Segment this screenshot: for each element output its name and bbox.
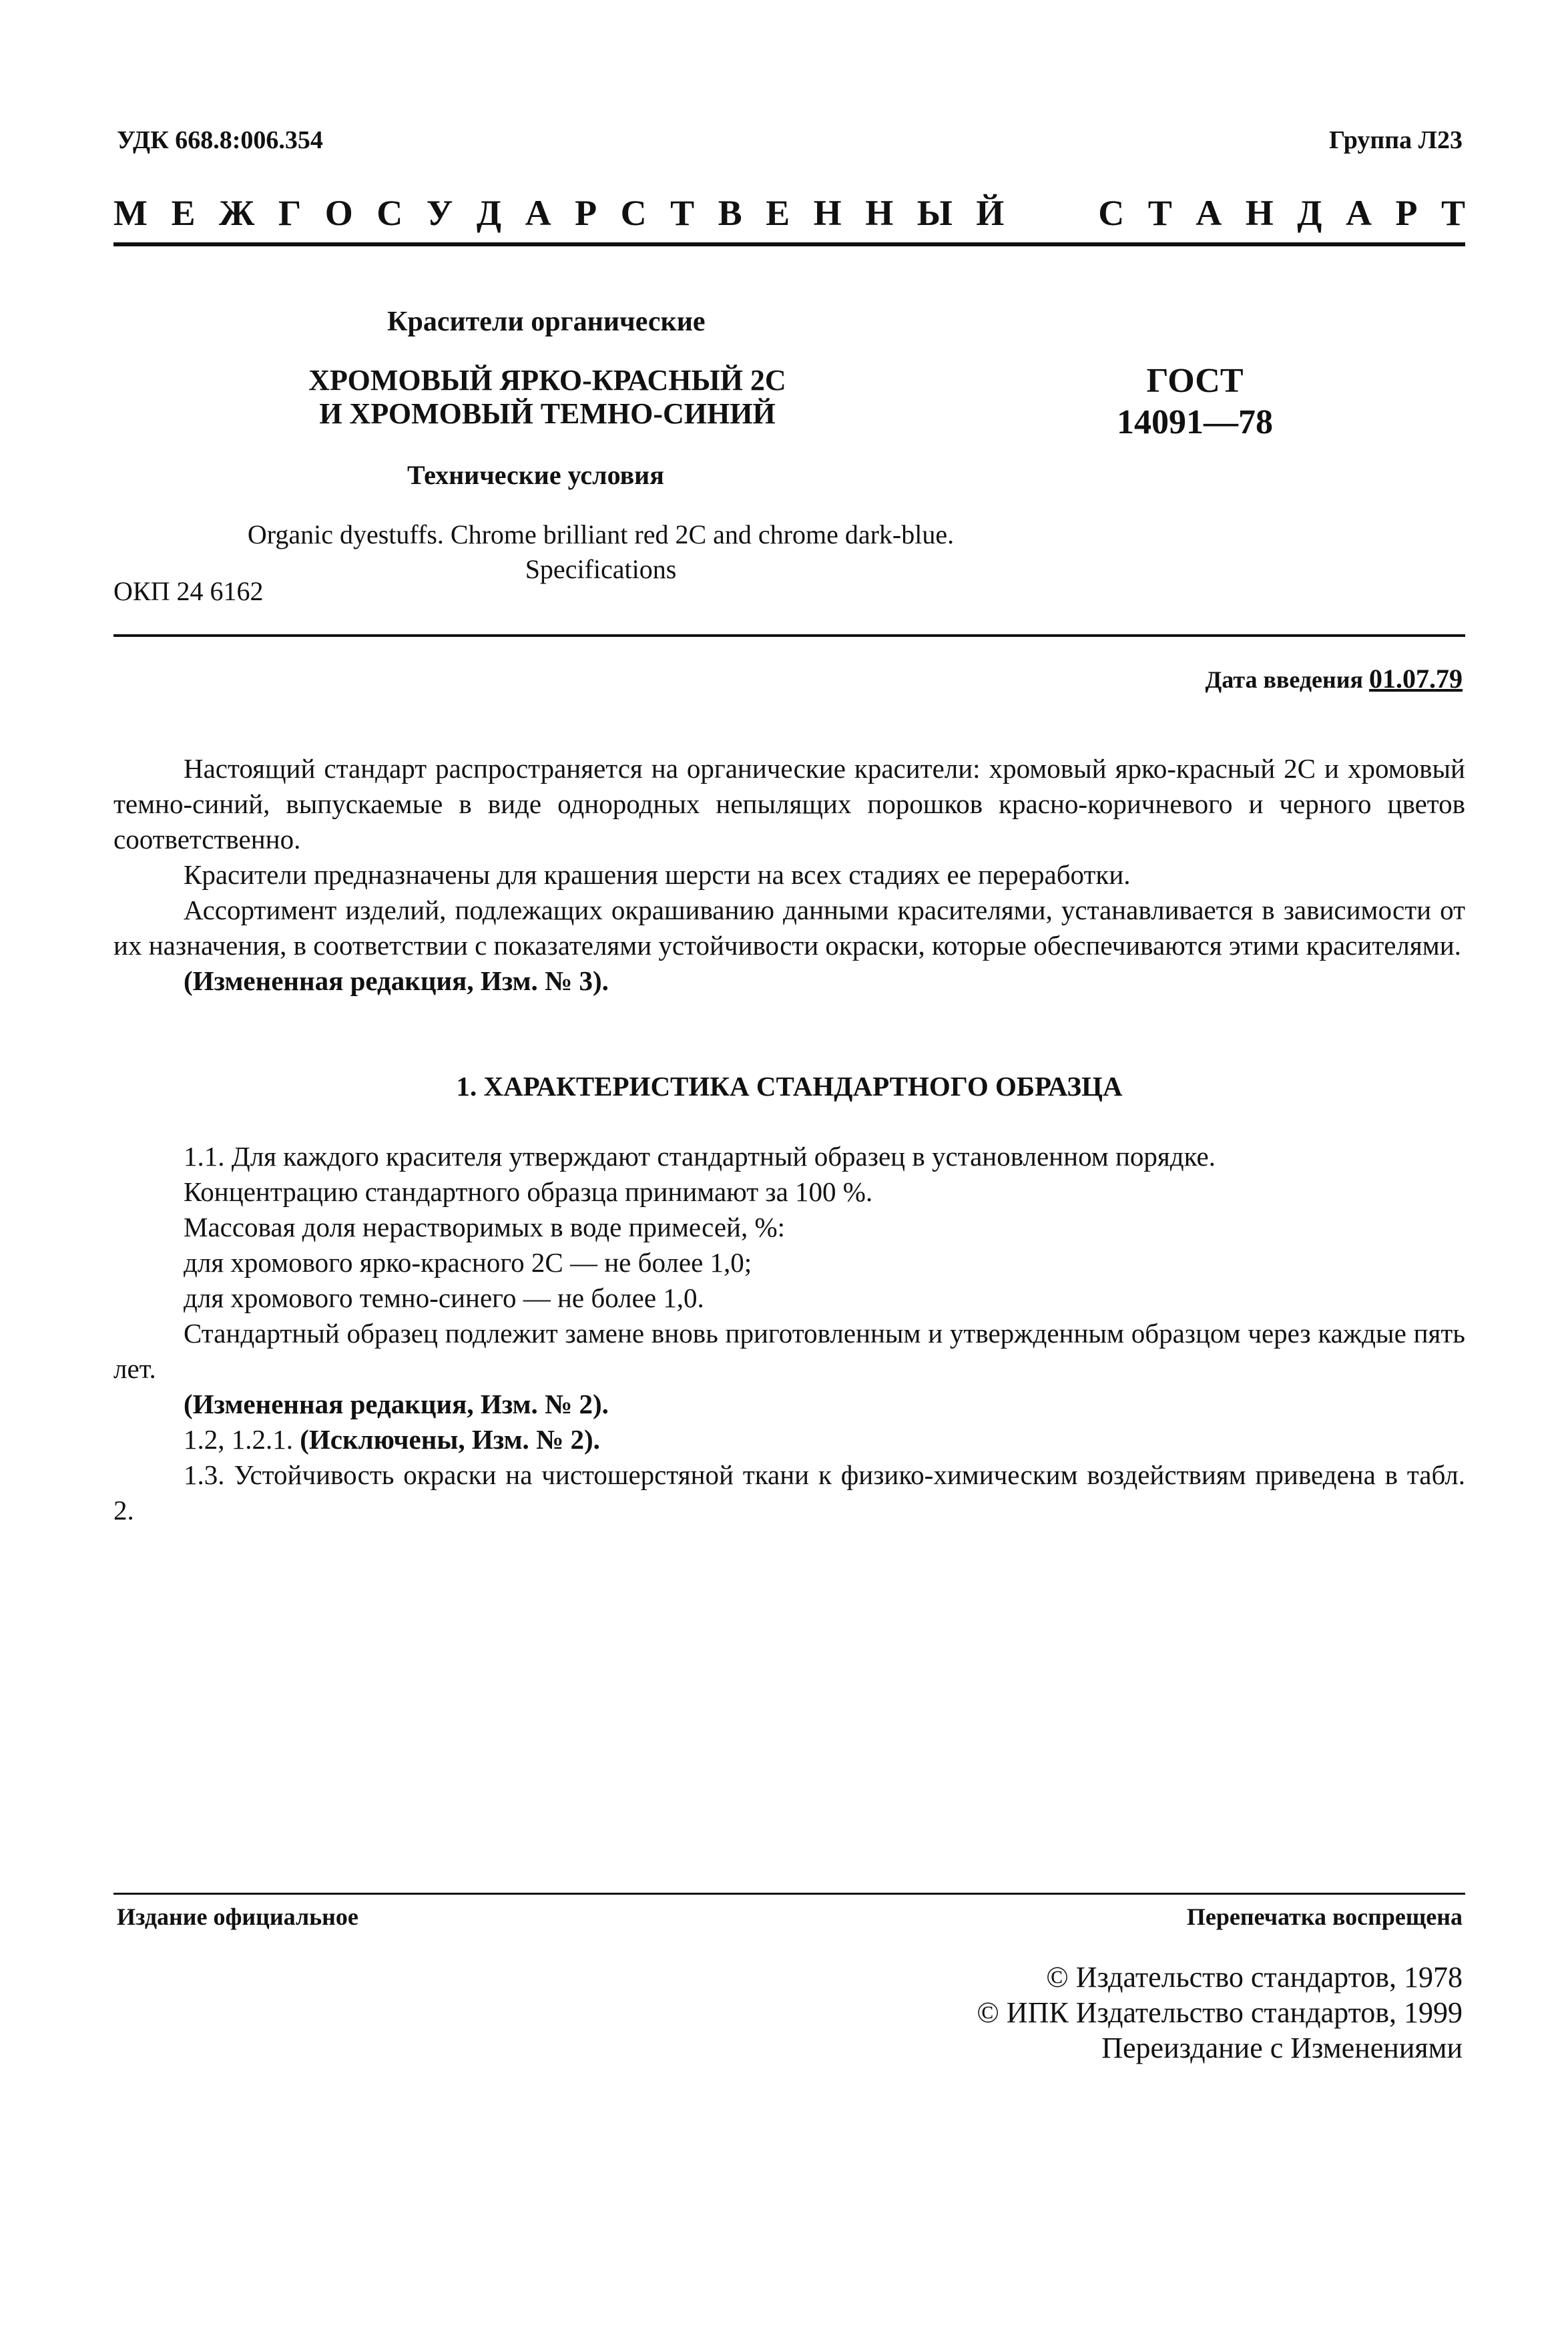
banner-letter: С: [376, 193, 403, 233]
introduction-date: [1206, 663, 1463, 694]
banner-letter: С: [1098, 193, 1125, 233]
banner-letter: Р: [575, 193, 597, 233]
intro-paragraph: Красители предназначены для крашения шерсти на всех стадиях ее переработки.: [184, 859, 1131, 890]
english-title-line: Organic dyestuffs. Chrome brilliant red 2C and chrome dark-blue.: [247, 519, 955, 549]
section-paragraph: для хромового темно-синего — не более 1,0.: [184, 1283, 704, 1313]
introduction-date-value: 01.07.79: [1369, 664, 1463, 694]
banner-letter: Д: [476, 193, 502, 233]
section-heading: 1. ХАРАКТЕРИСТИКА СТАНДАРТНОГО ОБРАЗЦА: [456, 1071, 1123, 1102]
banner-word-gap: [1028, 192, 1075, 234]
banner-letter: С: [620, 193, 647, 233]
dye-category: Красители органические: [387, 306, 706, 337]
banner-letter: Т: [1441, 193, 1465, 233]
banner-letter: Т: [670, 193, 695, 233]
section-paragraph: 1.1. Для каждого красителя утверждают стандартный образец в установленном порядке.: [184, 1141, 1216, 1172]
section-paragraph: для хромового ярко-красного 2С — не более 1,0;: [184, 1247, 752, 1278]
okp-code: ОКП 24 6162: [113, 576, 264, 606]
banner-letter: А: [1196, 193, 1222, 233]
gost-number: 14091—78: [1117, 403, 1273, 441]
clause-number: 1.2, 1.2.1.: [184, 1424, 300, 1455]
banner-letter: Т: [1147, 193, 1172, 233]
subtitle: Технические условия: [407, 460, 664, 490]
banner-letter: А: [525, 193, 551, 233]
copyright-line: © Издательство стандартов, 1978: [1046, 1961, 1463, 1994]
interstate-standard-banner: [113, 192, 1465, 234]
banner-letter: Й: [976, 193, 1005, 233]
gost-designation: [1095, 361, 1295, 443]
reissue-note: Переиздание с Изменениями: [1101, 2032, 1463, 2064]
banner-letter: Н: [1245, 193, 1274, 233]
section-paragraph: [113, 1422, 1465, 1457]
udk-code: УДК 668.8:006.354: [117, 126, 323, 154]
banner-letter: Н: [813, 193, 842, 233]
banner-letter: О: [324, 193, 353, 233]
intro-paragraph: Ассортимент изделий, подлежащих окрашиванию данными красителями, устанавливается в зависимости от их назначения, в соответствии с показателями устойчивости окраски, которые обеспечиваются этими красителями.: [113, 895, 1465, 961]
amendment-note: (Измененная редакция, Изм. № 2).: [184, 1389, 609, 1419]
copyright-line: © ИПК Издательство стандартов, 1999: [977, 1996, 1463, 2029]
banner-letter: Ж: [219, 193, 255, 233]
official-edition: Издание официальное: [117, 1903, 358, 1930]
amendment-note: (Измененная редакция, Изм. № 3).: [184, 965, 609, 996]
copyright-block: [977, 1959, 1463, 2066]
banner-letter: Д: [1297, 193, 1322, 233]
section-paragraph: Стандартный образец подлежит замене вновь приготовленным и утвержденным образцом через каждые пять лет.: [113, 1318, 1465, 1384]
introduction-date-label: Дата введения: [1205, 666, 1363, 693]
banner-letter: Ы: [917, 193, 953, 233]
gost-label: ГОСТ: [1146, 362, 1244, 400]
footer-rule: [113, 1893, 1465, 1895]
section-paragraph: Концентрацию стандартного образца принимают за 100 %.: [184, 1176, 873, 1207]
title-line: ХРОМОВЫЙ ЯРКО-КРАСНЫЙ 2С: [308, 364, 786, 397]
banner-letter: Н: [865, 193, 894, 233]
banner-letter: А: [1345, 193, 1372, 233]
document-body: [113, 751, 1465, 1528]
section-paragraph: Массовая доля нерастворимых в воде примесей, %:: [184, 1212, 786, 1242]
title-block-rule: [113, 634, 1465, 637]
banner-letter: Р: [1395, 193, 1418, 233]
banner-letter: У: [426, 193, 453, 233]
group-code: Группа Л23: [1328, 126, 1463, 154]
banner-rule: [113, 242, 1465, 246]
banner-letter: В: [718, 193, 742, 233]
banner-letter: Г: [278, 193, 302, 233]
reprint-prohibited: Перепечатка воспрещена: [1186, 1903, 1463, 1930]
banner-letter: Е: [171, 193, 196, 233]
title-line: И ХРОМОВЫЙ ТЕМНО-СИНИЙ: [319, 397, 776, 430]
english-title: [134, 517, 1068, 587]
banner-letter: Е: [766, 193, 790, 233]
section-paragraph: 1.3. Устойчивость окраски на чистошерстяной ткани к физико-химическим воздействиям приведена в табл. 2.: [113, 1459, 1465, 1526]
amendment-note: (Исключены, Изм. № 2).: [300, 1424, 600, 1455]
english-title-line: Specifications: [525, 554, 677, 584]
intro-paragraph: Настоящий стандарт распространяется на органические красители: хромовый ярко-красный 2С и хромовый темно-синий, выпускаемые в виде однородных непылящих порошков красно-коричневого и черного цветов соответственно.: [113, 753, 1465, 855]
standard-title: [294, 364, 801, 431]
banner-letter: М: [113, 193, 148, 233]
